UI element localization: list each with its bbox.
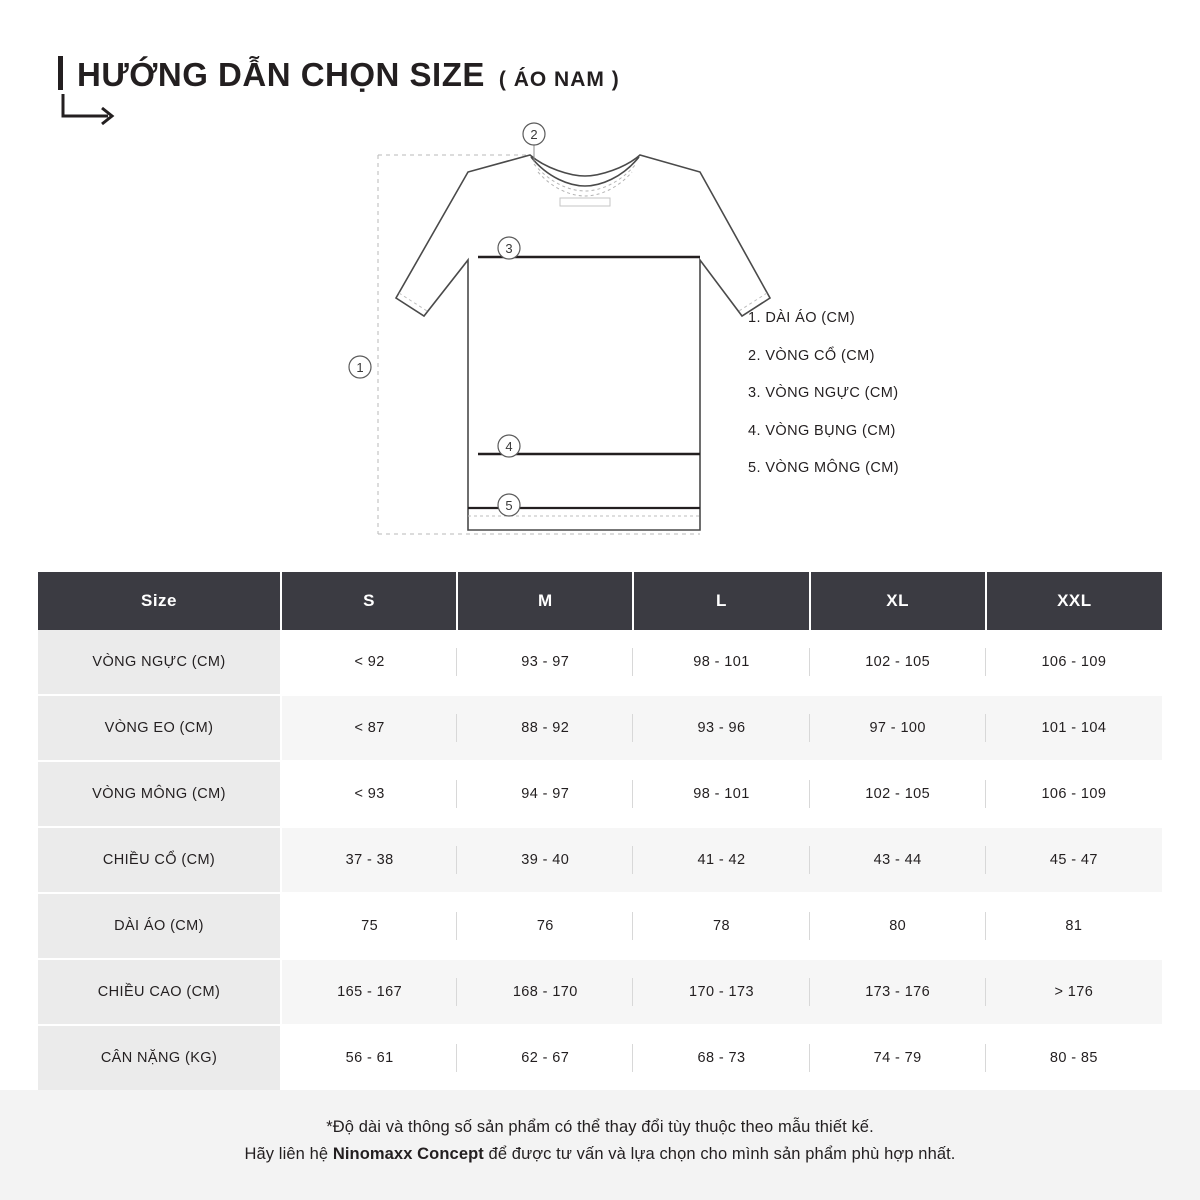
- table-row: [38, 827, 1162, 893]
- cell-value: > 176: [986, 959, 1162, 1025]
- cell-value: 106 - 109: [986, 761, 1162, 827]
- footer-note: [0, 1090, 1200, 1200]
- cell-value: 43 - 44: [810, 827, 986, 893]
- row-label: CHIỀU CỔ (CM): [38, 827, 281, 893]
- cell-value: 98 - 101: [633, 761, 809, 827]
- cell-value: 62 - 67: [457, 1025, 633, 1091]
- svg-text:2: 2: [530, 127, 538, 142]
- legend-item-2: 2. VÒNG CỔ (CM): [748, 347, 875, 364]
- cell-value: 170 - 173: [633, 959, 809, 1025]
- size-table-body: [38, 630, 1162, 1091]
- legend-item-1: 1. DÀI ÁO (CM): [748, 310, 856, 326]
- table-row: [38, 761, 1162, 827]
- cell-value: 173 - 176: [810, 959, 986, 1025]
- svg-text:3: 3: [505, 241, 513, 256]
- cell-value: 80 - 85: [986, 1025, 1162, 1091]
- cell-value: 81: [986, 893, 1162, 959]
- cell-value: 37 - 38: [281, 827, 457, 893]
- cell-value: 97 - 100: [810, 695, 986, 761]
- row-label: CHIỀU CAO (CM): [38, 959, 281, 1025]
- cell-value: 45 - 47: [986, 827, 1162, 893]
- size-table-head: [38, 572, 1162, 630]
- legend-item-4: 4. VÒNG BỤNG (CM): [748, 422, 896, 439]
- measurement-legend: [748, 310, 1048, 498]
- cell-value: 165 - 167: [281, 959, 457, 1025]
- footer-line-1: *Độ dài và thông số sản phẩm có thể thay đổi tùy thuộc theo mẫu thiết kế.: [326, 1118, 874, 1136]
- page-subtitle: ( ÁO NAM ): [498, 68, 620, 91]
- svg-text:4: 4: [505, 439, 513, 454]
- page-title: HƯỚNG DẪN CHỌN SIZE: [77, 56, 485, 93]
- table-row: [38, 893, 1162, 959]
- column-header-m: M: [457, 572, 633, 630]
- shirt-diagram: [0, 120, 1200, 560]
- table-row: [38, 630, 1162, 695]
- cell-value: 68 - 73: [633, 1025, 809, 1091]
- cell-value: 93 - 97: [457, 630, 633, 695]
- cell-value: < 93: [281, 761, 457, 827]
- cell-value: 74 - 79: [810, 1025, 986, 1091]
- brand-name: Ninomaxx Concept: [332, 1145, 484, 1163]
- row-label: DÀI ÁO (CM): [38, 893, 281, 959]
- cell-value: 101 - 104: [986, 695, 1162, 761]
- cell-value: 39 - 40: [457, 827, 633, 893]
- cell-value: 168 - 170: [457, 959, 633, 1025]
- cell-value: 41 - 42: [633, 827, 809, 893]
- column-header-l: L: [633, 572, 809, 630]
- row-label: CÂN NẶNG (KG): [38, 1025, 281, 1091]
- footer-text-before: Hãy liên hệ: [244, 1145, 333, 1163]
- column-header-s: S: [281, 572, 457, 630]
- row-label: VÒNG MÔNG (CM): [38, 761, 281, 827]
- legend-item-3: 3. VÒNG NGỰC (CM): [748, 385, 899, 401]
- cell-value: 102 - 105: [810, 630, 986, 695]
- cell-value: < 87: [281, 695, 457, 761]
- cell-value: 80: [810, 893, 986, 959]
- column-header-size: Size: [38, 572, 281, 630]
- title-accent-bar: [58, 56, 63, 90]
- cell-value: 76: [457, 893, 633, 959]
- title-row: [58, 52, 858, 94]
- cell-value: 88 - 92: [457, 695, 633, 761]
- table-row: [38, 695, 1162, 761]
- cell-value: < 92: [281, 630, 457, 695]
- cell-value: 93 - 96: [633, 695, 809, 761]
- cell-value: 102 - 105: [810, 761, 986, 827]
- svg-text:1: 1: [356, 360, 364, 375]
- row-label: VÒNG EO (CM): [38, 695, 281, 761]
- table-row: [38, 1025, 1162, 1091]
- size-table: [38, 572, 1162, 1092]
- cell-value: 56 - 61: [281, 1025, 457, 1091]
- cell-value: 75: [281, 893, 457, 959]
- cell-value: 78: [633, 893, 809, 959]
- cell-value: 94 - 97: [457, 761, 633, 827]
- svg-text:5: 5: [505, 498, 513, 513]
- footer-line-2: [0, 1137, 1200, 1164]
- cell-value: 106 - 109: [986, 630, 1162, 695]
- legend-item-5: 5. VÒNG MÔNG (CM): [748, 460, 899, 476]
- column-header-xl: XL: [810, 572, 986, 630]
- column-header-xxl: XXL: [986, 572, 1162, 630]
- header: [58, 52, 858, 94]
- table-header-row: [38, 572, 1162, 630]
- footer-text-after: để được tư vấn và lựa chọn cho mình sản phẩm phù hợp nhất.: [483, 1145, 956, 1163]
- table-row: [38, 959, 1162, 1025]
- size-table-wrap: [38, 572, 1162, 1092]
- cell-value: 98 - 101: [633, 630, 809, 695]
- row-label: VÒNG NGỰC (CM): [38, 630, 281, 695]
